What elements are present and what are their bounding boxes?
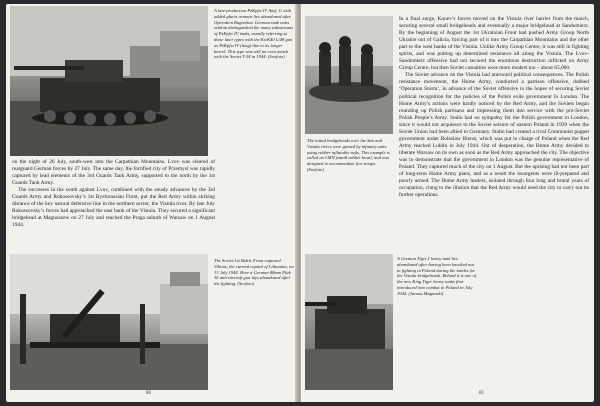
right-page-number: 81: [479, 391, 484, 396]
photo-tiger-tank: [305, 254, 393, 390]
left-page: [6, 4, 297, 402]
photo-vistula-crossing: [305, 16, 393, 134]
left-body-text: [12, 159, 215, 229]
tiger-illustration: [305, 254, 393, 390]
right-paragraph-1: In a final surge, Konev’s forces moved on the Vistula river barrier from the march, securing several small bridgeheads and eventually a major bridgehead at Sandomierz. By the beginning of August the 1st Ukrainian Front had pushed Army Group North Ukraine out of Galicia, forcing part of it into the Carpathian Mountains and the other part to the west banks of the Vistula. Unlike Army Group Centre, it was still in fighting spirits, and was putting up determined resistance all along the Vistula. The Lvov-Sandomierz offensive had not secured the enormous destruction inflicted on Army Group Centre, but then Soviet casualties were more modest too – about 65,000.: [399, 16, 589, 72]
caption-flak-gun: The Soviet 1st Baltic Front captured Vilnius, the current capital of Lithuania, on 13 July 1944. Here a German 88mm Flak 36 anti-aircraft gun lays abandoned after the fighting. (Sovfoto): [214, 258, 294, 287]
caption-vistula-crossing: The initial bridgeheads over the San and Vistula rivers were gained by infantry units using rubber inflatable rafts. This example is called an LMN (small rubber boat), and was designed to accommodate five troops. (Sovfoto): [307, 138, 390, 172]
left-paragraph-2: The successes in the south against Lvov, combined with the steady advances by the 3rd Guards Army and Rokossovsky’s 1st Byelorussian Front, put the Red Army within striking distance of the key natural defensive line in the northern sector, the Vistula river. By late July Rokossovsky’s forces had approached the east bank of the Vistula. They secured a significant bridgehead at Magnuszew on 27 July and reached the Praga suburb of Warsaw on 1 August 1944.: [12, 187, 215, 229]
flak-illustration: [10, 254, 208, 390]
caption-tiger-tank: A German Tiger I heavy tank lies abandoned after having been knocked out in fighting in Poland during the battles for the Vistula bridgeheads. Behind it is one of the new King Tiger heavy tanks first introduced into combat in Poland in July 1944. (Janusz Magnuski): [397, 256, 477, 296]
left-paragraph-1: on the night of 26 July, south-west into the Carpathian Mountains. Lvov was cleared of rearguard German forces by 27 July. The same day, the fortified city of Przemysl was rapidly captured by lead elements of the 3rd Guards Tank Army, supported to the north by the 1st Guards Tank Army.: [12, 159, 215, 187]
photo-panzer-tank: [10, 6, 208, 156]
right-paragraph-2: The Soviet advance on the Vistula had untoward political consequences. The Polish resistance movement, the Home Army, conducted a partisan offensive, dubbed ‘Operation Storm’, in advance of the Soviet offensive in the hopes of securing Soviet political recognition for the policies of the Polish exile government in London. The Home Army’s actions were hardly noticed by the Red Army, and the Soviets began rounding up Polish partisans and impressing them into service with the pro-Soviet Polish People’s Army. Stalin had no sympathy for the Polish government in London, since it would not acquiesce to the Soviet seizure of eastern Poland in 1939 when the Soviet Union had been allied to Germany. Stalin had created a rival Communist puppet government under Boleslaw Bierut, which was put in charge of Poland when the Red Army reached Lublin in July 1944. Out of desperation, the Home Army decided to liberate Warsaw on its own as soon as the Red Army approached the city. The objective was to demonstrate that the government in London was the genuine representative of Poland. They captured much of the city on 1 August. But the uprising had not been part of long-term Home Army plans, and as a result the insurgents were ill-prepared and poorly armed. The Home Army leaders, isolated through four long and brutal years of occupation, clung to the illusion that the Red Army would need the city to carry out its further operations.: [399, 72, 589, 199]
photo-flak-gun: [10, 254, 208, 390]
right-body-text: [399, 16, 589, 199]
caption-panzer-tank: A late-production PzKpfw IV Ausf. G with added glacis armour lies abandoned after Operation Bagration. German tank units seldom distinguished the many subvariants of PzKpfw IV tanks, usually referring to these later types with the KwK40 L/48 gun as PzKpfw IV (lang) due to its longer barrel. This type was still an even match with the Soviet T-34 in 1944. (Sovfoto): [214, 8, 294, 60]
left-page-number: 80: [146, 391, 151, 396]
right-page: [301, 4, 594, 402]
tank-illustration: [10, 6, 208, 156]
raft-illustration: [305, 16, 393, 134]
